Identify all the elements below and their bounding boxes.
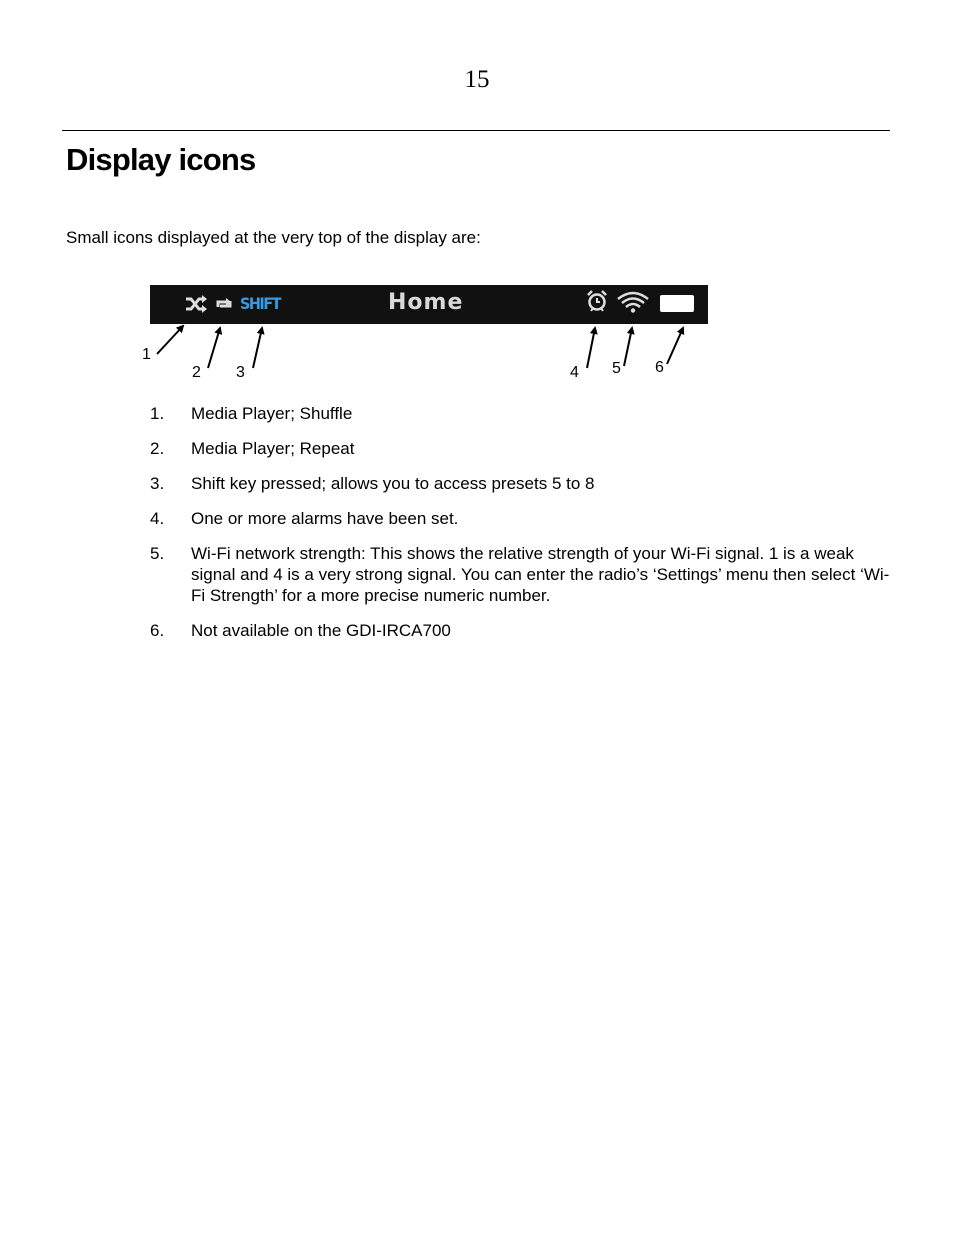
- list-item-number: 2.: [150, 439, 165, 458]
- list-item-text: Media Player; Shuffle: [191, 404, 353, 423]
- callout-arrow-5: [624, 328, 632, 366]
- list-item: [150, 543, 890, 606]
- list-item-text: Shift key pressed; allows you to access presets 5 to 8: [191, 474, 595, 493]
- list-item-number: 4.: [150, 509, 165, 528]
- list-item-number: 5.: [150, 544, 165, 563]
- list-item-text: Media Player; Repeat: [191, 439, 355, 458]
- callout-label-6: 6: [655, 359, 664, 376]
- callout-arrow-2: [208, 328, 220, 368]
- callout-arrow-3: [253, 328, 262, 368]
- shift-indicator: SHIFT: [240, 294, 280, 313]
- list-item-text: One or more alarms have been set.: [191, 509, 459, 528]
- display-icons-figure: [140, 280, 720, 388]
- callout-arrow-6: [667, 328, 683, 364]
- callout-label-4: 4: [570, 364, 579, 381]
- list-item-number: 6.: [150, 621, 165, 640]
- callout-label-3: 3: [236, 364, 245, 381]
- callout-arrows: [140, 280, 720, 388]
- section-heading: Display icons: [66, 142, 256, 177]
- callout-label-2: 2: [192, 364, 201, 381]
- icon-descriptions-list: [150, 403, 890, 655]
- header-rule: [62, 130, 890, 131]
- callout-arrow-4: [587, 328, 595, 368]
- list-item-number: 1.: [150, 404, 165, 423]
- page-number: 15: [464, 66, 490, 93]
- list-item: [150, 438, 890, 459]
- list-item-text: Wi-Fi network strength: This shows the relative strength of your Wi-Fi signal. 1 is a weak signal and 4 is a very strong signal. You can enter the radio’s ‘Settings’ menu then select ‘Wi-Fi Strength’ for a more precise numeric number.: [191, 544, 890, 605]
- list-item: [150, 508, 890, 529]
- list-item: [150, 403, 890, 424]
- callout-label-1: 1: [142, 346, 151, 363]
- screen-title: Home: [388, 290, 464, 315]
- list-item: [150, 473, 890, 494]
- list-item: [150, 620, 890, 641]
- list-item-number: 3.: [150, 474, 165, 493]
- callout-label-5: 5: [612, 360, 621, 377]
- list-item-text: Not available on the GDI-IRCA700: [191, 621, 451, 640]
- callout-arrow-1: [157, 326, 183, 354]
- intro-text: Small icons displayed at the very top of the display are:: [66, 228, 481, 247]
